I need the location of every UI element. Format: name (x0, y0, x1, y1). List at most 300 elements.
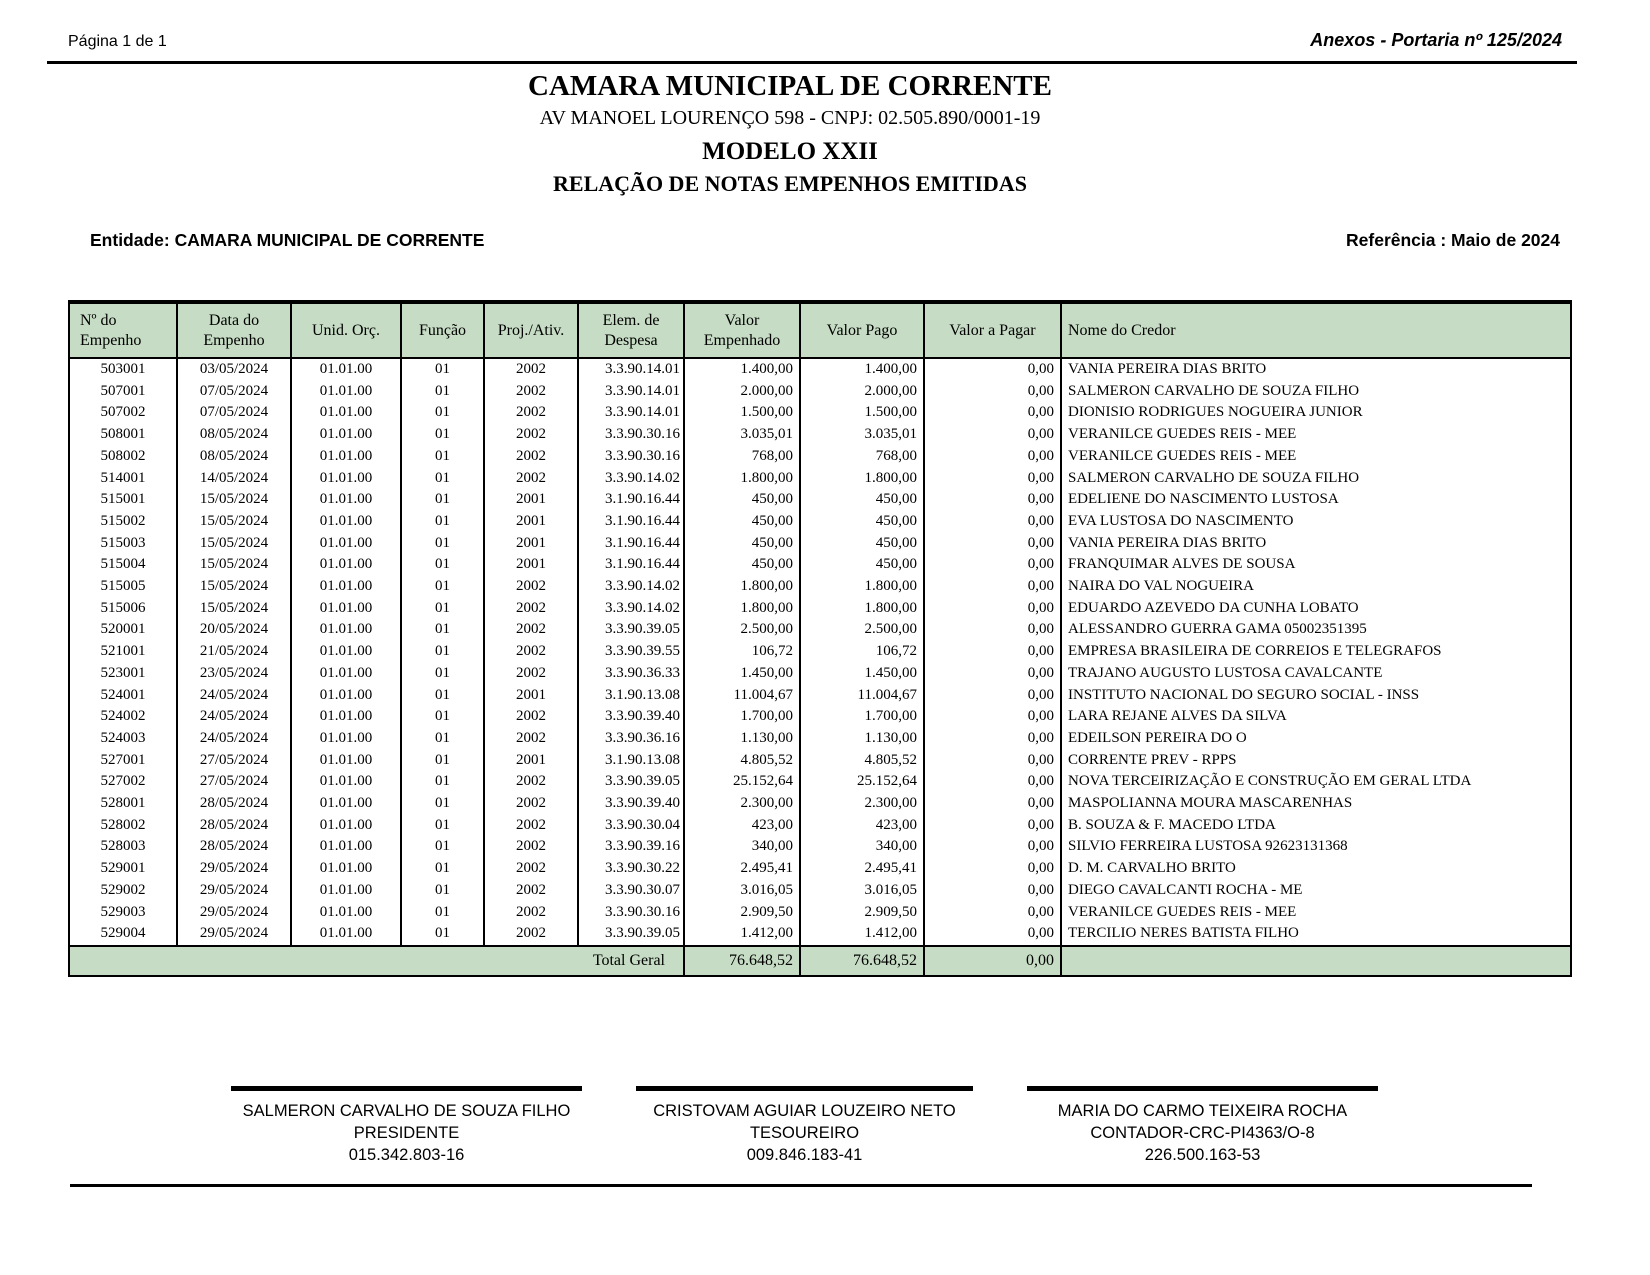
cell-valor-empenhado: 1.800,00 (684, 598, 800, 620)
cell-valor-pago: 340,00 (800, 836, 924, 858)
cell-proj-ativ: 2002 (484, 402, 578, 424)
table-row (69, 706, 1571, 728)
cell-valor-pago: 1.400,00 (800, 358, 924, 381)
cell-data-empenho: 24/05/2024 (177, 728, 291, 750)
cell-valor-pago: 4.805,52 (800, 750, 924, 772)
table-row (69, 402, 1571, 424)
table-row (69, 468, 1571, 490)
signature-cpf: 226.500.163-53 (1144, 1146, 1261, 1164)
cell-elem-despesa: 3.3.90.39.05 (578, 771, 684, 793)
cell-elem-despesa: 3.1.90.16.44 (578, 511, 684, 533)
total-valor-pago: 76.648,52 (800, 946, 924, 976)
cell-no-empenho: 529001 (100, 860, 146, 877)
cell-no-empenho: 524002 (100, 708, 146, 725)
cell-no-empenho: 523001 (100, 664, 146, 681)
signature-role: PRESIDENTE (353, 1124, 460, 1142)
cell-elem-despesa: 3.3.90.39.05 (578, 923, 684, 946)
cell-unid-orc: 01.01.00 (291, 554, 401, 576)
total-valor-empenhado: 76.648,52 (684, 946, 800, 976)
cell-unid-orc: 01.01.00 (291, 641, 401, 663)
cell-data-empenho: 23/05/2024 (177, 663, 291, 685)
org-name: CAMARA MUNICIPAL DE CORRENTE (528, 70, 1052, 102)
table-row (69, 728, 1571, 750)
cell-nome-credor: INSTITUTO NACIONAL DO SEGURO SOCIAL - INSS (1061, 685, 1571, 707)
cell-elem-despesa: 3.3.90.14.01 (578, 381, 684, 403)
cell-data-empenho: 15/05/2024 (177, 511, 291, 533)
cell-unid-orc: 01.01.00 (291, 576, 401, 598)
cell-data-empenho: 28/05/2024 (177, 815, 291, 837)
cell-valor-a-pagar: 0,00 (924, 554, 1061, 576)
cell-nome-credor: MASPOLIANNA MOURA MASCARENHAS (1061, 793, 1571, 815)
address-cnpj: AV MANOEL LOURENÇO 598 - CNPJ: 02.505.890/0001-19 (539, 107, 1041, 129)
cell-data-empenho: 03/05/2024 (177, 358, 291, 381)
cell-unid-orc: 01.01.00 (291, 858, 401, 880)
cell-elem-despesa: 3.3.90.30.16 (578, 446, 684, 468)
cell-valor-empenhado: 1.700,00 (684, 706, 800, 728)
cell-proj-ativ: 2002 (484, 815, 578, 837)
table-row (69, 489, 1571, 511)
cell-valor-empenhado: 450,00 (684, 554, 800, 576)
cell-funcao: 01 (401, 619, 484, 641)
cell-valor-empenhado: 1.800,00 (684, 576, 800, 598)
cell-unid-orc: 01.01.00 (291, 533, 401, 555)
cell-no-empenho: 524003 (100, 729, 146, 746)
cell-unid-orc: 01.01.00 (291, 815, 401, 837)
cell-valor-a-pagar: 0,00 (924, 402, 1061, 424)
column-header-valor-empenhado: Valor Empenhado (684, 302, 800, 358)
cell-elem-despesa: 3.3.90.30.07 (578, 880, 684, 902)
signature-name: CRISTOVAM AGUIAR LOUZEIRO NETO (653, 1102, 956, 1120)
cell-elem-despesa: 3.1.90.16.44 (578, 489, 684, 511)
cell-no-empenho: 515002 (100, 512, 146, 529)
total-label: Total Geral (69, 946, 684, 976)
cell-proj-ativ: 2002 (484, 576, 578, 598)
cell-valor-empenhado: 106,72 (684, 641, 800, 663)
table-header-row (69, 302, 1571, 358)
cell-elem-despesa: 3.3.90.30.22 (578, 858, 684, 880)
cell-funcao: 01 (401, 663, 484, 685)
reference-label: Referência : Maio de 2024 (1346, 230, 1560, 250)
cell-elem-despesa: 3.3.90.14.01 (578, 358, 684, 381)
top-rule-divider (47, 61, 1577, 64)
empenhos-table (68, 300, 1572, 977)
cell-valor-pago: 1.700,00 (800, 706, 924, 728)
column-header-no-empenho: Nº do Empenho (69, 302, 177, 358)
cell-proj-ativ: 2002 (484, 902, 578, 924)
total-row (69, 946, 1571, 976)
table-row (69, 663, 1571, 685)
cell-data-empenho: 24/05/2024 (177, 685, 291, 707)
cell-unid-orc: 01.01.00 (291, 685, 401, 707)
cell-valor-pago: 450,00 (800, 489, 924, 511)
column-header-proj-ativ: Proj./Ativ. (484, 302, 578, 358)
cell-funcao: 01 (401, 511, 484, 533)
cell-elem-despesa: 3.3.90.14.01 (578, 402, 684, 424)
table-row (69, 446, 1571, 468)
cell-nome-credor: NAIRA DO VAL NOGUEIRA (1061, 576, 1571, 598)
cell-elem-despesa: 3.3.90.36.16 (578, 728, 684, 750)
total-valor-a-pagar: 0,00 (924, 946, 1061, 976)
cell-funcao: 01 (401, 793, 484, 815)
cell-data-empenho: 07/05/2024 (177, 381, 291, 403)
table-row (69, 771, 1571, 793)
cell-valor-a-pagar: 0,00 (924, 902, 1061, 924)
cell-valor-empenhado: 2.000,00 (684, 381, 800, 403)
cell-nome-credor: LARA REJANE ALVES DA SILVA (1061, 706, 1571, 728)
cell-funcao: 01 (401, 468, 484, 490)
cell-unid-orc: 01.01.00 (291, 663, 401, 685)
entity-label: Entidade: CAMARA MUNICIPAL DE CORRENTE (90, 230, 485, 250)
cell-proj-ativ: 2002 (484, 923, 578, 946)
cell-no-empenho: 503001 (100, 361, 146, 377)
cell-valor-a-pagar: 0,00 (924, 858, 1061, 880)
cell-funcao: 01 (401, 381, 484, 403)
cell-proj-ativ: 2002 (484, 446, 578, 468)
cell-proj-ativ: 2001 (484, 489, 578, 511)
cell-valor-pago: 2.909,50 (800, 902, 924, 924)
column-header-unid-orc: Unid. Orç. (291, 302, 401, 358)
cell-data-empenho: 15/05/2024 (177, 489, 291, 511)
table-row (69, 641, 1571, 663)
signature-role: CONTADOR-CRC-PI4363/O-8 (1090, 1124, 1315, 1142)
table-row (69, 619, 1571, 641)
bottom-rule-divider (70, 1184, 1532, 1187)
cell-valor-pago: 3.035,01 (800, 424, 924, 446)
cell-unid-orc: 01.01.00 (291, 728, 401, 750)
cell-data-empenho: 28/05/2024 (177, 793, 291, 815)
cell-valor-a-pagar: 0,00 (924, 880, 1061, 902)
cell-valor-a-pagar: 0,00 (924, 663, 1061, 685)
cell-unid-orc: 01.01.00 (291, 381, 401, 403)
cell-no-empenho: 508002 (100, 447, 146, 464)
cell-no-empenho: 514001 (100, 469, 146, 486)
cell-valor-a-pagar: 0,00 (924, 706, 1061, 728)
cell-valor-a-pagar: 0,00 (924, 815, 1061, 837)
cell-elem-despesa: 3.3.90.30.16 (578, 424, 684, 446)
cell-data-empenho: 15/05/2024 (177, 554, 291, 576)
table-row (69, 533, 1571, 555)
cell-nome-credor: TERCILIO NERES BATISTA FILHO (1061, 923, 1571, 946)
signature-role: TESOUREIRO (749, 1124, 860, 1142)
cell-proj-ativ: 2002 (484, 858, 578, 880)
cell-data-empenho: 14/05/2024 (177, 468, 291, 490)
cell-valor-pago: 1.500,00 (800, 402, 924, 424)
cell-valor-pago: 768,00 (800, 446, 924, 468)
cell-valor-empenhado: 2.300,00 (684, 793, 800, 815)
cell-nome-credor: DIONISIO RODRIGUES NOGUEIRA JUNIOR (1061, 402, 1571, 424)
cell-valor-empenhado: 340,00 (684, 836, 800, 858)
cell-valor-empenhado: 450,00 (684, 511, 800, 533)
cell-valor-pago: 2.000,00 (800, 381, 924, 403)
cell-no-empenho: 529002 (100, 881, 146, 898)
cell-valor-a-pagar: 0,00 (924, 923, 1061, 946)
cell-unid-orc: 01.01.00 (291, 358, 401, 381)
cell-valor-empenhado: 4.805,52 (684, 750, 800, 772)
cell-proj-ativ: 2002 (484, 641, 578, 663)
cell-elem-despesa: 3.3.90.14.02 (578, 468, 684, 490)
cell-nome-credor: VANIA PEREIRA DIAS BRITO (1061, 358, 1571, 381)
cell-nome-credor: FRANQUIMAR ALVES DE SOUSA (1061, 554, 1571, 576)
cell-nome-credor: SILVIO FERREIRA LUSTOSA 92623131368 (1061, 836, 1571, 858)
cell-data-empenho: 24/05/2024 (177, 706, 291, 728)
table-row (69, 358, 1571, 381)
cell-valor-a-pagar: 0,00 (924, 576, 1061, 598)
cell-data-empenho: 29/05/2024 (177, 902, 291, 924)
signature-cpf: 015.342.803-16 (348, 1146, 465, 1164)
cell-elem-despesa: 3.3.90.39.55 (578, 641, 684, 663)
signature-line (1027, 1086, 1378, 1091)
cell-no-empenho: 529003 (100, 903, 146, 920)
cell-nome-credor: DIEGO CAVALCANTI ROCHA - ME (1061, 880, 1571, 902)
cell-funcao: 01 (401, 424, 484, 446)
signature-block-contador (1027, 1086, 1378, 1166)
annex-reference: Anexos - Portaria nº 125/2024 (1310, 30, 1562, 50)
cell-elem-despesa: 3.3.90.14.02 (578, 598, 684, 620)
cell-funcao: 01 (401, 880, 484, 902)
cell-valor-pago: 450,00 (800, 533, 924, 555)
cell-valor-empenhado: 450,00 (684, 533, 800, 555)
cell-valor-a-pagar: 0,00 (924, 750, 1061, 772)
signature-line (636, 1086, 973, 1091)
cell-valor-pago: 1.800,00 (800, 576, 924, 598)
cell-funcao: 01 (401, 358, 484, 381)
cell-valor-a-pagar: 0,00 (924, 619, 1061, 641)
cell-proj-ativ: 2001 (484, 685, 578, 707)
column-header-nome-credor: Nome do Credor (1061, 302, 1571, 358)
cell-no-empenho: 521001 (100, 643, 146, 660)
cell-no-empenho: 515003 (100, 534, 146, 551)
cell-unid-orc: 01.01.00 (291, 598, 401, 620)
table-row (69, 815, 1571, 837)
cell-funcao: 01 (401, 706, 484, 728)
cell-elem-despesa: 3.3.90.39.05 (578, 619, 684, 641)
cell-elem-despesa: 3.3.90.39.16 (578, 836, 684, 858)
cell-elem-despesa: 3.1.90.13.08 (578, 685, 684, 707)
cell-valor-a-pagar: 0,00 (924, 358, 1061, 381)
cell-funcao: 01 (401, 598, 484, 620)
cell-valor-pago: 1.130,00 (800, 728, 924, 750)
cell-valor-pago: 423,00 (800, 815, 924, 837)
cell-valor-empenhado: 2.495,41 (684, 858, 800, 880)
cell-unid-orc: 01.01.00 (291, 424, 401, 446)
table-row (69, 880, 1571, 902)
cell-data-empenho: 15/05/2024 (177, 598, 291, 620)
cell-elem-despesa: 3.3.90.30.16 (578, 902, 684, 924)
cell-no-empenho: 515001 (100, 491, 146, 508)
signature-name: SALMERON CARVALHO DE SOUZA FILHO (242, 1102, 571, 1120)
cell-data-empenho: 29/05/2024 (177, 858, 291, 880)
cell-valor-a-pagar: 0,00 (924, 598, 1061, 620)
cell-unid-orc: 01.01.00 (291, 511, 401, 533)
cell-elem-despesa: 3.3.90.30.04 (578, 815, 684, 837)
cell-funcao: 01 (401, 728, 484, 750)
cell-proj-ativ: 2002 (484, 728, 578, 750)
cell-funcao: 01 (401, 836, 484, 858)
cell-nome-credor: B. SOUZA & F. MACEDO LTDA (1061, 815, 1571, 837)
cell-data-empenho: 27/05/2024 (177, 771, 291, 793)
cell-elem-despesa: 3.1.90.16.44 (578, 554, 684, 576)
table-row (69, 381, 1571, 403)
cell-unid-orc: 01.01.00 (291, 619, 401, 641)
column-header-valor-a-pagar: Valor a Pagar (924, 302, 1061, 358)
cell-proj-ativ: 2001 (484, 750, 578, 772)
cell-nome-credor: EDUARDO AZEVEDO DA CUNHA LOBATO (1061, 598, 1571, 620)
cell-nome-credor: NOVA TERCEIRIZAÇÃO E CONSTRUÇÃO EM GERAL LTDA (1061, 771, 1571, 793)
model-title: MODELO XXII (702, 138, 878, 165)
cell-nome-credor: CORRENTE PREV - RPPS (1061, 750, 1571, 772)
letterhead (0, 71, 1580, 196)
cell-valor-pago: 1.800,00 (800, 598, 924, 620)
cell-unid-orc: 01.01.00 (291, 468, 401, 490)
meta-row (68, 230, 1570, 251)
cell-no-empenho: 528001 (100, 795, 146, 812)
cell-proj-ativ: 2002 (484, 880, 578, 902)
cell-funcao: 01 (401, 685, 484, 707)
cell-valor-empenhado: 2.500,00 (684, 619, 800, 641)
cell-unid-orc: 01.01.00 (291, 836, 401, 858)
cell-funcao: 01 (401, 858, 484, 880)
column-header-funcao: Função (401, 302, 484, 358)
cell-valor-empenhado: 423,00 (684, 815, 800, 837)
cell-valor-pago: 450,00 (800, 554, 924, 576)
cell-unid-orc: 01.01.00 (291, 489, 401, 511)
cell-funcao: 01 (401, 923, 484, 946)
cell-unid-orc: 01.01.00 (291, 402, 401, 424)
cell-valor-pago: 450,00 (800, 511, 924, 533)
cell-no-empenho: 507001 (100, 382, 146, 399)
cell-valor-pago: 2.495,41 (800, 858, 924, 880)
cell-valor-empenhado: 1.412,00 (684, 923, 800, 946)
cell-proj-ativ: 2002 (484, 358, 578, 381)
cell-valor-pago: 11.004,67 (800, 685, 924, 707)
cell-nome-credor: TRAJANO AUGUSTO LUSTOSA CAVALCANTE (1061, 663, 1571, 685)
cell-funcao: 01 (401, 402, 484, 424)
cell-valor-a-pagar: 0,00 (924, 446, 1061, 468)
cell-nome-credor: VERANILCE GUEDES REIS - MEE (1061, 424, 1571, 446)
cell-no-empenho: 529004 (100, 925, 146, 942)
cell-no-empenho: 520001 (100, 621, 146, 638)
table-row (69, 598, 1571, 620)
cell-valor-a-pagar: 0,00 (924, 468, 1061, 490)
column-header-elem-despesa: Elem. de Despesa (578, 302, 684, 358)
cell-proj-ativ: 2002 (484, 663, 578, 685)
cell-valor-pago: 2.300,00 (800, 793, 924, 815)
cell-funcao: 01 (401, 554, 484, 576)
cell-nome-credor: VERANILCE GUEDES REIS - MEE (1061, 446, 1571, 468)
cell-valor-pago: 25.152,64 (800, 771, 924, 793)
cell-proj-ativ: 2002 (484, 598, 578, 620)
cell-nome-credor: VERANILCE GUEDES REIS - MEE (1061, 902, 1571, 924)
cell-proj-ativ: 2002 (484, 424, 578, 446)
cell-data-empenho: 15/05/2024 (177, 533, 291, 555)
cell-elem-despesa: 3.3.90.39.40 (578, 793, 684, 815)
cell-proj-ativ: 2002 (484, 836, 578, 858)
cell-proj-ativ: 2002 (484, 771, 578, 793)
cell-elem-despesa: 3.1.90.13.08 (578, 750, 684, 772)
cell-data-empenho: 08/05/2024 (177, 424, 291, 446)
cell-proj-ativ: 2002 (484, 381, 578, 403)
cell-no-empenho: 515005 (100, 578, 146, 595)
cell-valor-a-pagar: 0,00 (924, 424, 1061, 446)
cell-nome-credor: EDEILSON PEREIRA DO O (1061, 728, 1571, 750)
cell-no-empenho: 528002 (100, 816, 146, 833)
cell-no-empenho: 515006 (100, 599, 146, 616)
cell-elem-despesa: 3.1.90.16.44 (578, 533, 684, 555)
top-bar (68, 30, 1562, 51)
column-header-data-empenho: Data do Empenho (177, 302, 291, 358)
cell-unid-orc: 01.01.00 (291, 880, 401, 902)
cell-valor-a-pagar: 0,00 (924, 793, 1061, 815)
table-row (69, 576, 1571, 598)
cell-proj-ativ: 2002 (484, 706, 578, 728)
cell-funcao: 01 (401, 750, 484, 772)
cell-valor-pago: 1.450,00 (800, 663, 924, 685)
cell-data-empenho: 08/05/2024 (177, 446, 291, 468)
cell-data-empenho: 15/05/2024 (177, 576, 291, 598)
table-row (69, 923, 1571, 946)
cell-proj-ativ: 2002 (484, 619, 578, 641)
cell-unid-orc: 01.01.00 (291, 793, 401, 815)
table-row (69, 836, 1571, 858)
cell-valor-a-pagar: 0,00 (924, 771, 1061, 793)
table-row (69, 554, 1571, 576)
cell-proj-ativ: 2001 (484, 554, 578, 576)
cell-valor-empenhado: 25.152,64 (684, 771, 800, 793)
cell-proj-ativ: 2002 (484, 793, 578, 815)
cell-nome-credor: D. M. CARVALHO BRITO (1061, 858, 1571, 880)
cell-data-empenho: 28/05/2024 (177, 836, 291, 858)
table-row (69, 685, 1571, 707)
cell-nome-credor: VANIA PEREIRA DIAS BRITO (1061, 533, 1571, 555)
table-row (69, 511, 1571, 533)
cell-funcao: 01 (401, 641, 484, 663)
cell-unid-orc: 01.01.00 (291, 923, 401, 946)
cell-funcao: 01 (401, 446, 484, 468)
cell-data-empenho: 21/05/2024 (177, 641, 291, 663)
cell-valor-pago: 3.016,05 (800, 880, 924, 902)
cell-funcao: 01 (401, 815, 484, 837)
cell-elem-despesa: 3.3.90.36.33 (578, 663, 684, 685)
cell-funcao: 01 (401, 533, 484, 555)
cell-valor-a-pagar: 0,00 (924, 511, 1061, 533)
cell-unid-orc: 01.01.00 (291, 706, 401, 728)
cell-funcao: 01 (401, 771, 484, 793)
cell-proj-ativ: 2001 (484, 511, 578, 533)
cell-valor-empenhado: 1.400,00 (684, 358, 800, 381)
cell-elem-despesa: 3.3.90.14.02 (578, 576, 684, 598)
cell-no-empenho: 507002 (100, 404, 146, 421)
cell-proj-ativ: 2002 (484, 468, 578, 490)
cell-valor-pago: 1.412,00 (800, 923, 924, 946)
cell-nome-credor: SALMERON CARVALHO DE SOUZA FILHO (1061, 468, 1571, 490)
signature-name: MARIA DO CARMO TEIXEIRA ROCHA (1057, 1102, 1348, 1120)
cell-data-empenho: 20/05/2024 (177, 619, 291, 641)
signature-line (231, 1086, 582, 1091)
cell-nome-credor: SALMERON CARVALHO DE SOUZA FILHO (1061, 381, 1571, 403)
cell-unid-orc: 01.01.00 (291, 902, 401, 924)
table-row (69, 424, 1571, 446)
cell-valor-a-pagar: 0,00 (924, 489, 1061, 511)
cell-valor-a-pagar: 0,00 (924, 728, 1061, 750)
cell-data-empenho: 27/05/2024 (177, 750, 291, 772)
cell-valor-empenhado: 11.004,67 (684, 685, 800, 707)
cell-funcao: 01 (401, 576, 484, 598)
cell-valor-empenhado: 450,00 (684, 489, 800, 511)
cell-valor-a-pagar: 0,00 (924, 381, 1061, 403)
cell-nome-credor: ALESSANDRO GUERRA GAMA 05002351395 (1061, 619, 1571, 641)
cell-valor-a-pagar: 0,00 (924, 533, 1061, 555)
cell-valor-a-pagar: 0,00 (924, 685, 1061, 707)
